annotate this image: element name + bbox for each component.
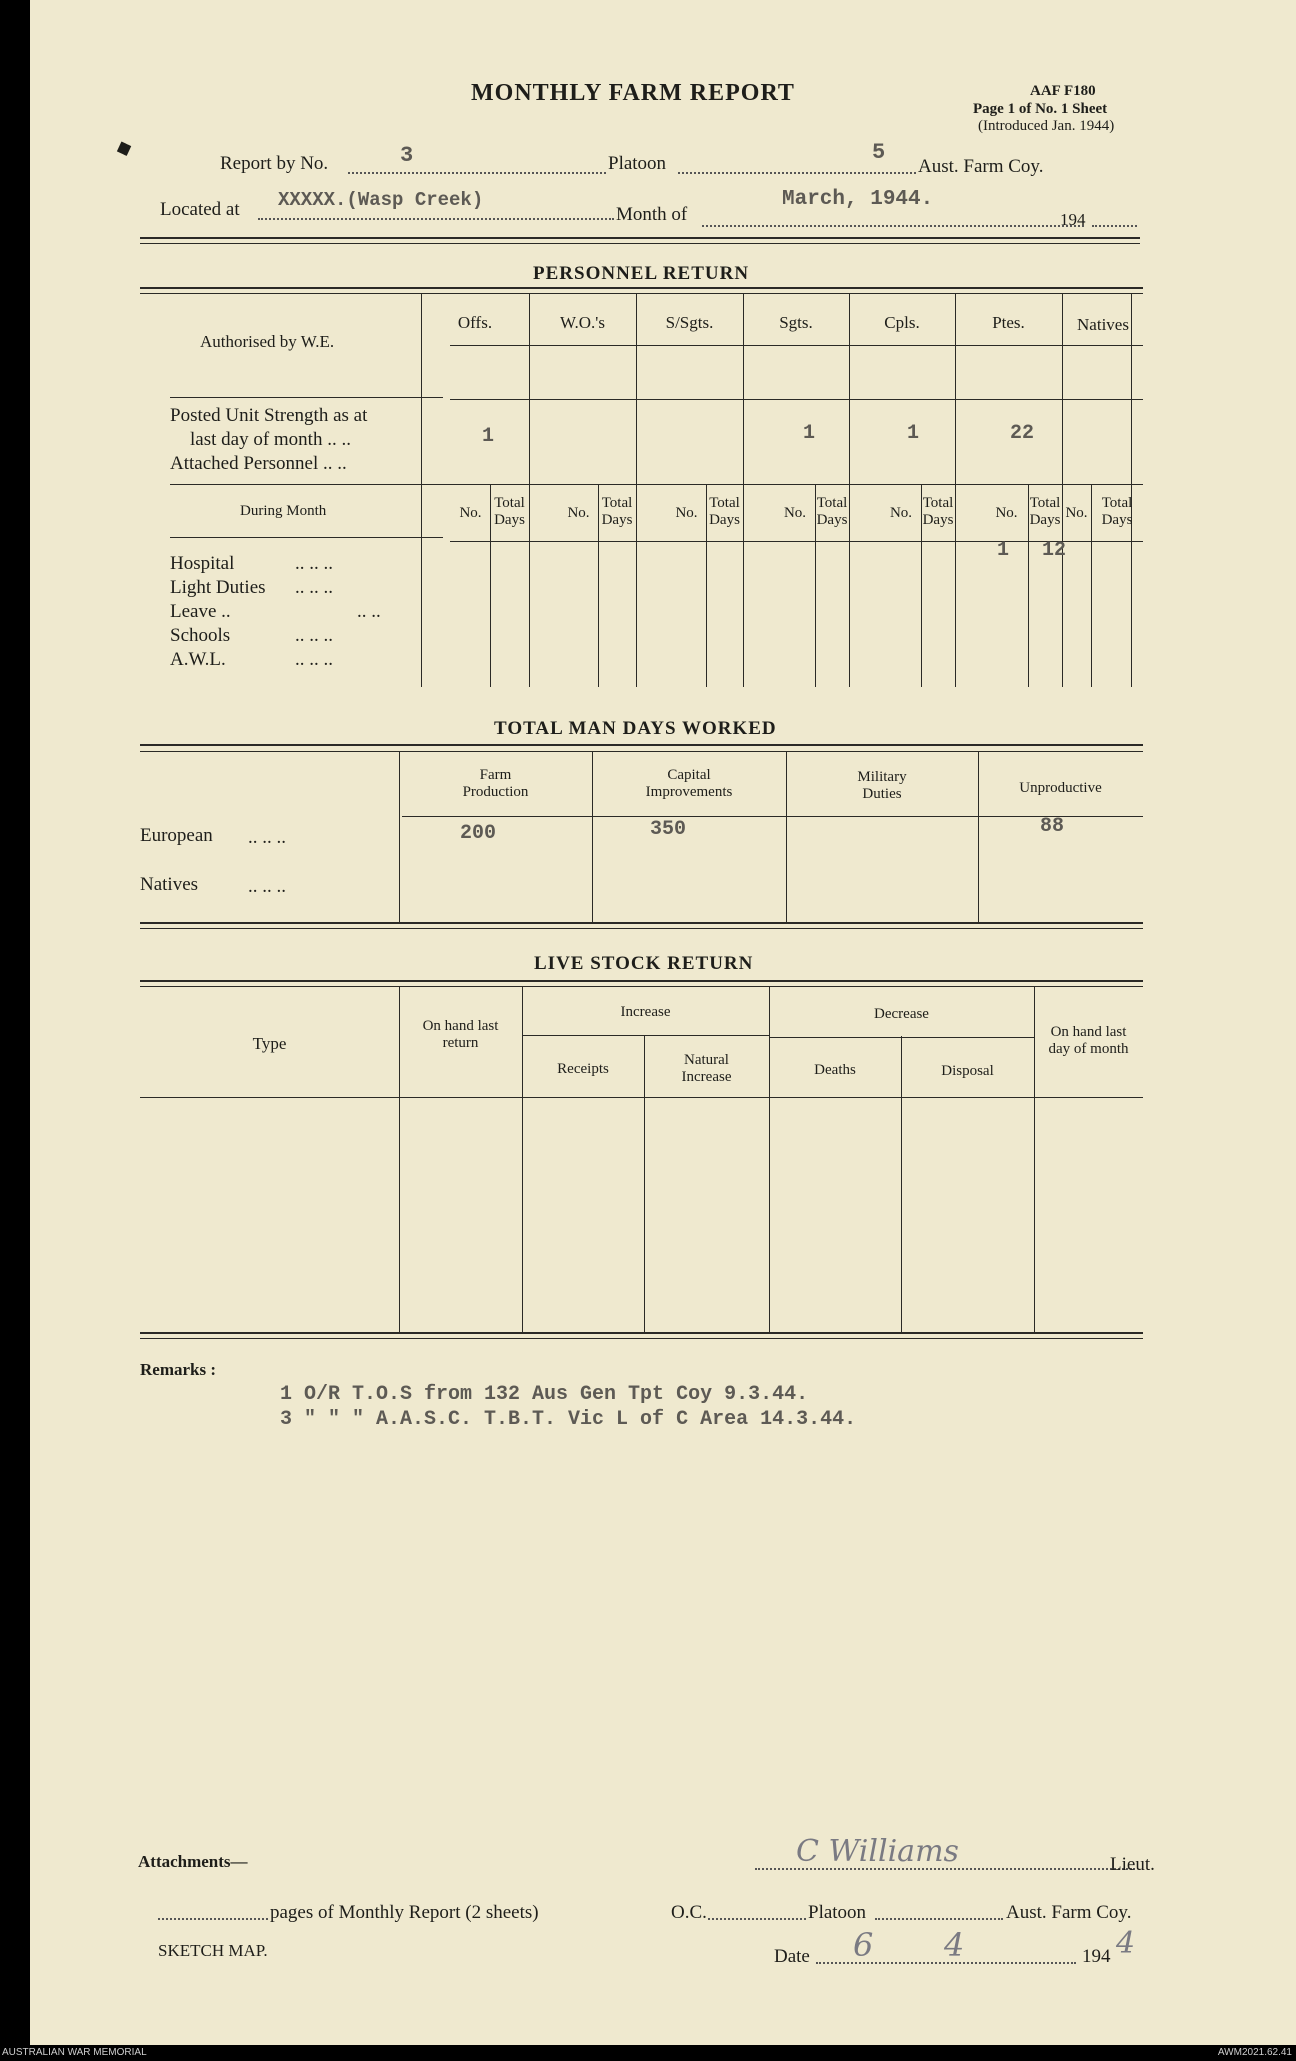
date-day: 6: [853, 1926, 874, 1964]
days-cpls: Total Days: [922, 495, 954, 528]
row-european: European: [140, 825, 213, 846]
hospital-ptes-no: 1: [997, 539, 1010, 562]
col-wos: W.O.'s: [560, 313, 605, 332]
col-ptes: Ptes.: [992, 313, 1025, 332]
strength-cpls: 1: [907, 422, 920, 445]
no-ssgts: No.: [675, 505, 698, 521]
rank-label: Lieut.: [1110, 1854, 1155, 1875]
days-ptes: Total Days: [1029, 495, 1061, 528]
livestock-on-hand-month: On hand last day of month: [1048, 1024, 1129, 1057]
unit-label: Aust. Farm Coy.: [918, 156, 1044, 177]
col-farm-production: Farm Production: [462, 767, 529, 800]
authorised-label: Authorised by W.E.: [200, 332, 335, 351]
sketch-map-label: SKETCH MAP.: [158, 1941, 268, 1960]
category-awl: A.W.L.: [170, 649, 226, 670]
col-ssgts: S/Sgts.: [665, 313, 714, 332]
archive-bar: [0, 2045, 1296, 2061]
days-sgts: Total Days: [816, 495, 848, 528]
strength-label-2: last day of month .. ..: [190, 429, 351, 450]
platoon-label: Platoon: [608, 153, 667, 174]
category-schools: Schools: [170, 625, 231, 646]
report-number: 3: [400, 143, 414, 168]
located-label: Located at: [160, 199, 240, 220]
category-hospital: Hospital: [170, 553, 235, 574]
no-cpls: No.: [889, 505, 913, 521]
location-value: XXXXX.(Wasp Creek): [278, 189, 484, 211]
col-military-duties: Military Duties: [857, 769, 907, 802]
form-sheet: MONTHLY FARM REPORT AAF F180 Page 1 of No. 1 Sheet (Introduced Jan. 1944) ◆ Report by No. 3 Platoon 5 Aust. Farm Coy. Located at XXXXX.(Wasp Creek) Month of March, 1944. 194 PERSONNEL RETURN Authorised by W.E. Offs. W.O.'s S/Sgts. Sgts. Cpls. Ptes. Natives Posted Unit Strength as at last day of month .. .. Attached Personnel .. .. 1 1 1 22 During Month No. Total Days No. Total Days No. Total Days No. Total Days No. Total Days No. Total Days No. Total Days 1 12 Hospital Light Duties Leave .. Schools A.W.L. .. .. .. .. .. .. .. .. .. .. .. .. .. .. TOTAL MAN DAYS WORKED Farm Production Capital Improvements Military Duties Unproductive European .. .. .. 200 350 88 Natives .. .. .. LIVE STOCK RETURN Type On hand last return Increase Receipts Natural Increase Decrease Deaths Disposal On hand last day of month Remarks : 1 O/R T.O.S from 132 Aus Gen Tpt Coy 9.3.44. 3 " " " A.A.S.C. T.B.T. Vic L of C Area 14.3.44. Attachments— C Williams Lieut. pages of Monthly Report (2 sheets) O.C. Platoon Aust. Farm Coy. SKETCH MAP. Date 6 4 194 4: [30, 0, 1296, 2045]
remarks-line-2: 3 " " " A.A.S.C. T.B.T. Vic L of C Area 14.3.44.: [280, 1408, 857, 1431]
remarks-label: Remarks :: [140, 1360, 217, 1379]
no-ptes: No.: [995, 505, 1018, 521]
no-offs: No.: [459, 505, 482, 521]
archive-left-label: AUSTRALIAN WAR MEMORIAL: [2, 2047, 147, 2058]
livestock-receipts: Receipts: [557, 1061, 609, 1077]
page-info: Page 1 of No. 1 Sheet: [973, 101, 1108, 117]
livestock-increase: Increase: [620, 1004, 671, 1020]
hospital-ptes-days: 12: [1042, 539, 1067, 562]
remarks-line-1: 1 O/R T.O.S from 132 Aus Gen Tpt Coy 9.3.44.: [280, 1383, 809, 1406]
livestock-deaths: Deaths: [814, 1062, 856, 1078]
man-days-title: TOTAL MAN DAYS WORKED: [494, 718, 777, 739]
days-wos: Total Days: [601, 495, 633, 528]
livestock-title: LIVE STOCK RETURN: [534, 953, 754, 974]
row-natives: Natives: [140, 874, 199, 895]
strength-ptes: 22: [1010, 422, 1035, 445]
form-title: MONTHLY FARM REPORT: [471, 80, 795, 106]
livestock-natural-increase: Natural Increase: [681, 1052, 732, 1085]
col-unproductive: Unproductive: [1019, 780, 1102, 796]
during-month-label: During Month: [240, 503, 327, 519]
category-leave: Leave ..: [170, 601, 231, 622]
no-wos: No.: [567, 505, 590, 521]
platoon-number: 5: [872, 140, 886, 165]
year-prefix: 194: [1060, 210, 1086, 229]
introduced-note: (Introduced Jan. 1944): [978, 118, 1115, 134]
livestock-decrease: Decrease: [874, 1006, 929, 1022]
days-offs: Total Days: [494, 495, 525, 528]
livestock-type: Type: [252, 1034, 287, 1053]
col-sgts: Sgts.: [779, 313, 813, 332]
date-year-prefix: 194: [1082, 1946, 1111, 1967]
no-natives: No.: [1065, 505, 1088, 521]
livestock-disposal: Disposal: [941, 1063, 994, 1079]
report-by-label: Report by No.: [220, 153, 329, 174]
european-unproductive: 88: [1040, 815, 1065, 838]
form-code: AAF F180: [1030, 83, 1096, 99]
european-farm: 200: [460, 822, 497, 845]
livestock-on-hand-last: On hand last return: [422, 1018, 499, 1051]
strength-sgts: 1: [803, 422, 816, 445]
footer-platoon-label: Platoon: [808, 1902, 867, 1923]
days-ssgts: Total Days: [709, 495, 740, 528]
european-capital: 350: [650, 818, 687, 841]
strength-label-1: Posted Unit Strength as at: [170, 405, 368, 426]
personnel-title: PERSONNEL RETURN: [533, 263, 750, 284]
date-year-suffix: 4: [1116, 1926, 1136, 1961]
archive-right-label: AWM2021.62.41: [1217, 2047, 1292, 2058]
attachments-label: Attachments—: [138, 1852, 248, 1871]
strength-label-3: Attached Personnel .. ..: [170, 453, 347, 474]
col-cpls: Cpls.: [884, 313, 920, 332]
signature: C Williams: [796, 1834, 959, 1869]
category-labels: [170, 552, 266, 672]
oc-label: O.C.: [671, 1902, 707, 1923]
days-natives: Total Days: [1101, 495, 1133, 528]
pages-text: pages of Monthly Report (2 sheets): [270, 1902, 539, 1923]
no-sgts: No.: [783, 505, 807, 521]
strength-offs: 1: [482, 425, 495, 448]
month-label: Month of: [616, 204, 688, 225]
category-light-duties: Light Duties: [170, 577, 266, 598]
col-capital-improvements: Capital Improvements: [645, 767, 733, 800]
col-natives: Natives: [1077, 315, 1129, 334]
month-value: March, 1944.: [782, 188, 934, 211]
punch-mark: ◆: [112, 135, 135, 161]
footer-unit-label: Aust. Farm Coy.: [1006, 1902, 1132, 1923]
date-month: 4: [944, 1926, 965, 1964]
col-offs: Offs.: [457, 313, 493, 332]
date-label: Date: [774, 1946, 810, 1967]
